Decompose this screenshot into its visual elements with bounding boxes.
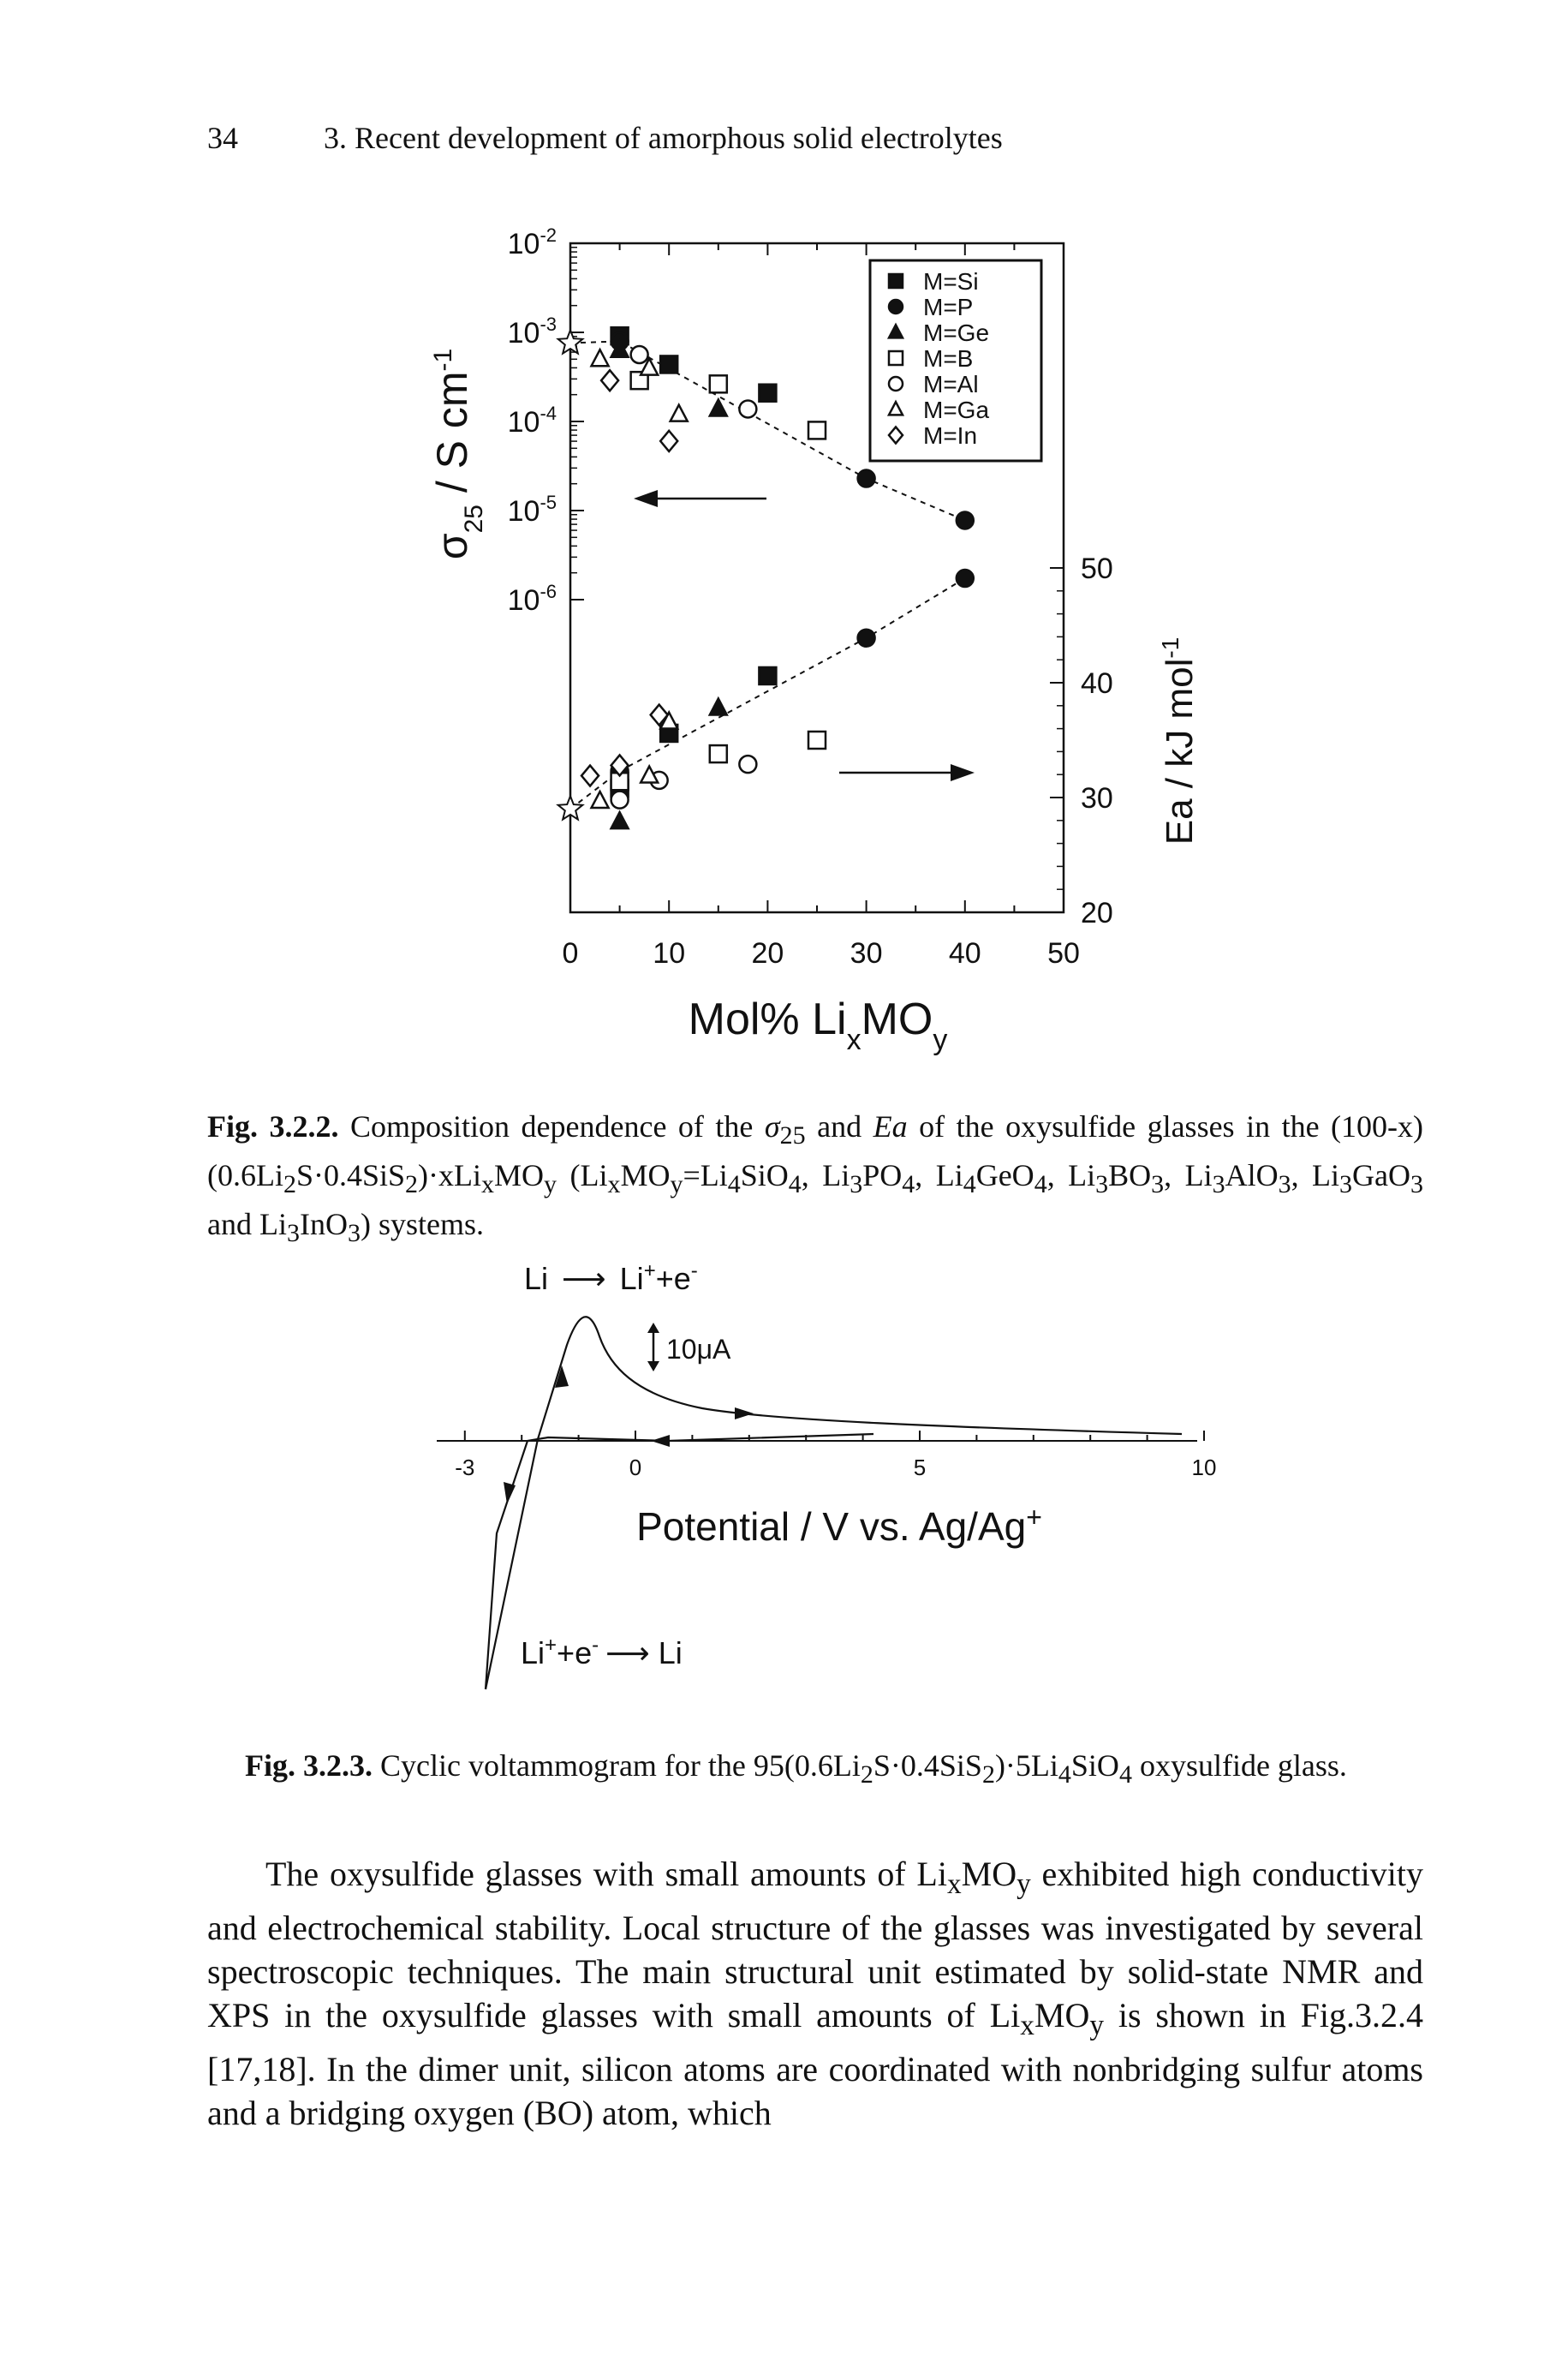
cv-arrow (504, 1482, 516, 1504)
activation-energy-point (759, 667, 776, 684)
arrow-left (634, 490, 766, 507)
x-tick-label: 10 (653, 937, 686, 970)
figure-3-2-2-caption (207, 1107, 1423, 1254)
conductivity-point (631, 346, 648, 363)
y-right-tick-label: 30 (1081, 782, 1113, 815)
activation-energy-point (611, 812, 629, 828)
x-tick-label: 50 (1047, 937, 1080, 970)
conductivity-activation-chart (0, 0, 1568, 1114)
arrow-head (951, 764, 975, 781)
page-number: 34 (207, 121, 238, 155)
chart-legend (870, 260, 1041, 461)
conductivity-point (710, 375, 727, 392)
paragraph: The oxysulfide glasses with small amounts of $Li_xMO_y$ exhibited high conductivity and electrochemical stability. Local structure of the glasses was investigated by several spectroscopic techniques. The main structural unit estimated by solid-state NMR and XPS in the oxysulfide glasses with small amounts of $Li_xMO_y$ is shown in Fig.3.2.4 [17,18]. In the dimer unit, silicon atoms are coordinated with nonbridging sulfur atoms and a bridging oxygen (BO) atom, which (207, 1855, 1424, 2132)
legend-label: M=In (923, 422, 978, 449)
y-right-tick-label: 40 (1081, 667, 1113, 700)
scale-bar-arrow (647, 1361, 659, 1371)
y-right-axis-label: Ea / kJ mol$^{-1}$ (1157, 636, 1201, 845)
cv-arrow (651, 1435, 670, 1447)
conductivity-point (957, 511, 974, 529)
y-left-tick-label: $10^{-6}$ (507, 581, 557, 617)
x-tick-label: 0 (562, 937, 579, 970)
legend-label: M=Ga (923, 397, 990, 423)
activation-energy-point (710, 745, 727, 762)
cv-arrow (735, 1407, 754, 1419)
arrow-head (634, 490, 658, 507)
y-left-tick-label: $10^{-4}$ (507, 403, 557, 439)
current-scale-bar (647, 1323, 659, 1371)
figure-label: Fig. 3.2.3. (245, 1748, 373, 1783)
activation-energy-point (858, 630, 875, 647)
potential-tick-label: 10 (1191, 1455, 1217, 1480)
conductivity-point (858, 470, 875, 487)
legend-label: M=Al (923, 371, 979, 397)
legend-marker (889, 377, 903, 391)
activation-energy-point (957, 570, 974, 587)
activation-energy-trend-line (570, 578, 965, 809)
conductivity-point (660, 356, 677, 373)
caption-text: Cyclic voltammogram for the $95(0.6Li_2S\cdot 0.4SiS_2)\cdot 5Li_4SiO_4$ oxysulfide glass. (380, 1748, 1347, 1789)
cv-content (437, 1259, 1216, 1689)
arrow-right (839, 764, 975, 781)
conductivity-point (660, 431, 677, 451)
y-left-tick-label: $10^{-5}$ (507, 492, 557, 528)
legend-label: M=P (923, 294, 974, 320)
caption-text: Composition dependence of the $\sigma_{25}$ and Ea of the oxysulfide glasses in the $(100-x)(0.6Li_2S\cdot 0.4SiS_2)\cdot xLi_xMO_y$ ($Li_xMO_y=Li_4SiO_4$, $Li_3PO_4$, $Li_4GeO_4$, $Li_3BO_3$, $Li_3AlO_3$, $Li_3GaO_3$ and $Li_3InO_3$) systems. (207, 1109, 1424, 1248)
conductivity-point (592, 350, 609, 366)
figure-label: Fig. 3.2.2. (207, 1109, 339, 1144)
conductivity-point (739, 400, 756, 417)
potential-tick-label: -3 (455, 1455, 475, 1480)
y-left-axis-label: $\sigma_{25}$ / S $cm^{-1}$ (428, 348, 488, 560)
conductivity-point (601, 370, 618, 391)
reduction-annotation: Li++e- ⟶ Li (521, 1634, 683, 1670)
oxidation-annotation: Li ⟶ Li++e- (524, 1259, 698, 1296)
y-right-tick-label: 50 (1081, 553, 1113, 585)
activation-energy-point (611, 792, 629, 809)
potential-tick-label: 5 (913, 1455, 927, 1480)
y-left-tick-label: $10^{-2}$ (507, 224, 557, 260)
cv-anodic-curve (486, 1317, 1182, 1689)
conductivity-point (808, 421, 826, 439)
axis-labels (428, 349, 1201, 1056)
cyclic-voltammogram-chart (0, 1251, 1568, 1730)
potential-tick-label: 0 (629, 1455, 642, 1480)
legend-label: M=Ge (923, 320, 990, 346)
legend-marker (889, 274, 903, 288)
scale-bar-label: 10μA (666, 1334, 731, 1365)
legend-label: M=Si (923, 268, 979, 295)
conductivity-point (759, 385, 776, 402)
potential-axis-label: Potential / V vs. Ag/Ag+ (636, 1502, 1042, 1549)
figure-3-2-3-caption (245, 1748, 1347, 1789)
body-text (207, 1852, 1423, 2135)
conductivity-point (710, 399, 727, 415)
activation-energy-point (581, 766, 599, 786)
activation-energy-point (592, 792, 609, 808)
conductivity-point (671, 405, 688, 421)
activation-energy-point (739, 756, 756, 773)
y-right-tick-label: 20 (1081, 897, 1113, 929)
activation-energy-point (808, 732, 826, 749)
x-tick-label: 40 (948, 937, 981, 970)
activation-energy-point (710, 698, 727, 714)
legend-label: M=B (923, 345, 974, 372)
x-tick-label: 30 (850, 937, 883, 970)
running-title: 3. Recent development of amorphous solid electrolytes (324, 121, 1003, 155)
x-tick-label: 20 (751, 937, 784, 970)
legend-marker (889, 351, 903, 365)
x-axis-label: Mol% $Li_xMO_y$ (688, 995, 948, 1056)
scale-bar-arrow (647, 1323, 659, 1333)
legend-marker (889, 300, 903, 314)
y-left-tick-label: $10^{-3}$ (507, 314, 557, 350)
